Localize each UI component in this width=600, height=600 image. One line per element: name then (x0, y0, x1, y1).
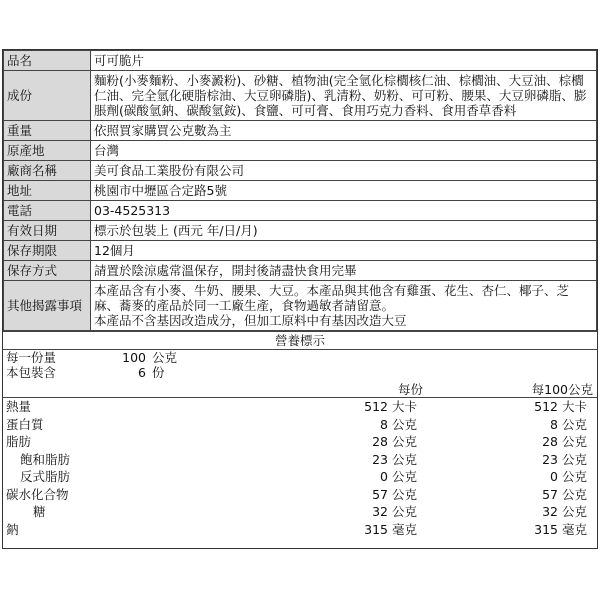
nutrition-row (3, 468, 597, 486)
nutrition-column-headers (3, 382, 597, 397)
nutrition-row (3, 398, 597, 416)
nutrition-table (3, 397, 597, 538)
info-value: 標示於包裝上 (西元 年/日/月) (91, 221, 597, 241)
info-key: 重量 (4, 121, 91, 141)
info-value: 可可脆片 (91, 51, 597, 71)
per-serving-amount: 100 (122, 350, 146, 365)
per-serving-unit: 公克 (392, 451, 418, 467)
info-key: 原產地 (4, 141, 91, 161)
info-value: 台灣 (91, 141, 597, 161)
per-100g-value: 0 (550, 469, 558, 484)
info-key: 有效日期 (4, 221, 91, 241)
servings-unit: 份 (152, 365, 165, 380)
nutrition-row (3, 521, 597, 539)
info-value: 03-4525313 (91, 201, 597, 221)
info-value: 桃園市中壢區合定路5號 (91, 181, 597, 201)
info-row (4, 281, 597, 331)
per-100g-value: 23 (542, 451, 558, 467)
info-key: 品名 (4, 51, 91, 71)
per-100g-unit: 公克 (562, 486, 588, 502)
nutrient-name: 鈉 (6, 521, 19, 537)
nutrient-name: 反式脂肪 (20, 469, 71, 484)
per-100g-value: 57 (542, 486, 558, 502)
per-100g-unit: 公克 (562, 469, 588, 484)
info-row (4, 181, 597, 201)
info-row (4, 201, 597, 221)
per-100g-unit: 公克 (562, 434, 588, 449)
per-serving-label: 每一份量 (6, 350, 57, 365)
product-info-table (3, 50, 597, 331)
per-serving-value: 28 (372, 434, 388, 449)
info-key: 保存期限 (4, 241, 91, 261)
per-serving-unit: 大卡 (392, 399, 418, 414)
nutrition-row (3, 503, 597, 521)
per-serving-unit: 公克 (392, 416, 418, 432)
per-serving-value: 32 (372, 504, 388, 519)
per-100g-unit: 毫克 (562, 521, 588, 537)
col-per-serving: 每份 (397, 382, 423, 397)
info-value: 依照買家購買公克數為主 (91, 121, 597, 141)
info-row (4, 121, 597, 141)
nutrition-row (3, 451, 597, 469)
info-row (4, 221, 597, 241)
nutrition-row (3, 486, 597, 504)
info-key: 廠商名稱 (4, 161, 91, 181)
nutrient-name: 糖 (33, 504, 46, 519)
info-row (4, 261, 597, 281)
per-serving-unit: 公克 (392, 434, 418, 449)
per-serving-unit: 公克 (392, 504, 418, 519)
nutrition-title: 營養標示 (3, 331, 597, 350)
info-key: 地址 (4, 181, 91, 201)
info-value: 本產品含有小麥、牛奶、腰果、大豆。本產品與其他含有雞蛋、花生、杏仁、椰子、芝麻、蕎麥的產品於同一工廠生產，食物過敏者請留意。 本產品不含基因改造成分，但加工原料中有基因改造大豆 (91, 281, 597, 331)
nutrient-name: 脂肪 (6, 434, 32, 449)
per-100g-value: 28 (542, 434, 558, 449)
nutrition-row (3, 416, 597, 434)
info-row (4, 141, 597, 161)
per-serving-value: 23 (372, 451, 388, 467)
info-key: 成份 (4, 71, 91, 121)
nutrient-name: 蛋白質 (6, 416, 44, 432)
info-key: 電話 (4, 201, 91, 221)
per-serving-value: 0 (380, 469, 388, 484)
info-key: 其他揭露事項 (4, 281, 91, 331)
per-100g-unit: 大卡 (562, 399, 588, 414)
per-100g-unit: 公克 (562, 416, 588, 432)
info-row (4, 71, 597, 121)
product-info-label (2, 49, 598, 549)
servings-label: 本包裝含 (6, 365, 57, 380)
per-serving-unit: 公克 (152, 350, 178, 365)
per-serving-unit: 毫克 (392, 521, 418, 537)
serving-info (3, 350, 597, 380)
per-100g-value: 32 (542, 504, 558, 519)
per-100g-value: 8 (550, 416, 558, 432)
per-100g-value: 315 (534, 521, 558, 537)
per-serving-unit: 公克 (392, 469, 418, 484)
per-serving-value: 315 (364, 521, 388, 537)
per-serving-value: 512 (364, 399, 388, 414)
info-value: 麵粉(小麥麵粉、小麥澱粉)、砂糖、植物油(完全氫化棕櫚核仁油、棕櫚油、大豆油、棕櫚仁油、完全氫化硬脂棕油、大豆卵磷脂)、乳清粉、奶粉、可可粉、腰果、大豆卵磷脂、膨脹劑(碳酸氫鈉、碳酸氫銨)、食鹽、可可膏、食用巧克力香料、食用香草香料 (91, 71, 597, 121)
info-key: 保存方式 (4, 261, 91, 281)
nutrient-name: 碳水化合物 (6, 486, 69, 502)
nutrition-row (3, 433, 597, 451)
info-row (4, 161, 597, 181)
per-serving-value: 8 (380, 416, 388, 432)
nutrient-name: 飽和脂肪 (20, 451, 71, 467)
info-value: 美可食品工業股份有限公司 (91, 161, 597, 181)
col-per-100g: 每100公克 (531, 382, 593, 397)
servings-amount: 6 (138, 365, 146, 380)
per-100g-unit: 公克 (562, 504, 588, 519)
info-value: 請置於陰涼處常溫保存，開封後請盡快食用完畢 (91, 261, 597, 281)
per-serving-value: 57 (372, 486, 388, 502)
nutrient-name: 熱量 (6, 399, 32, 414)
info-value: 12個月 (91, 241, 597, 261)
info-row (4, 241, 597, 261)
per-100g-unit: 公克 (562, 451, 588, 467)
per-serving-unit: 公克 (392, 486, 418, 502)
info-row (4, 51, 597, 71)
per-100g-value: 512 (534, 399, 558, 414)
